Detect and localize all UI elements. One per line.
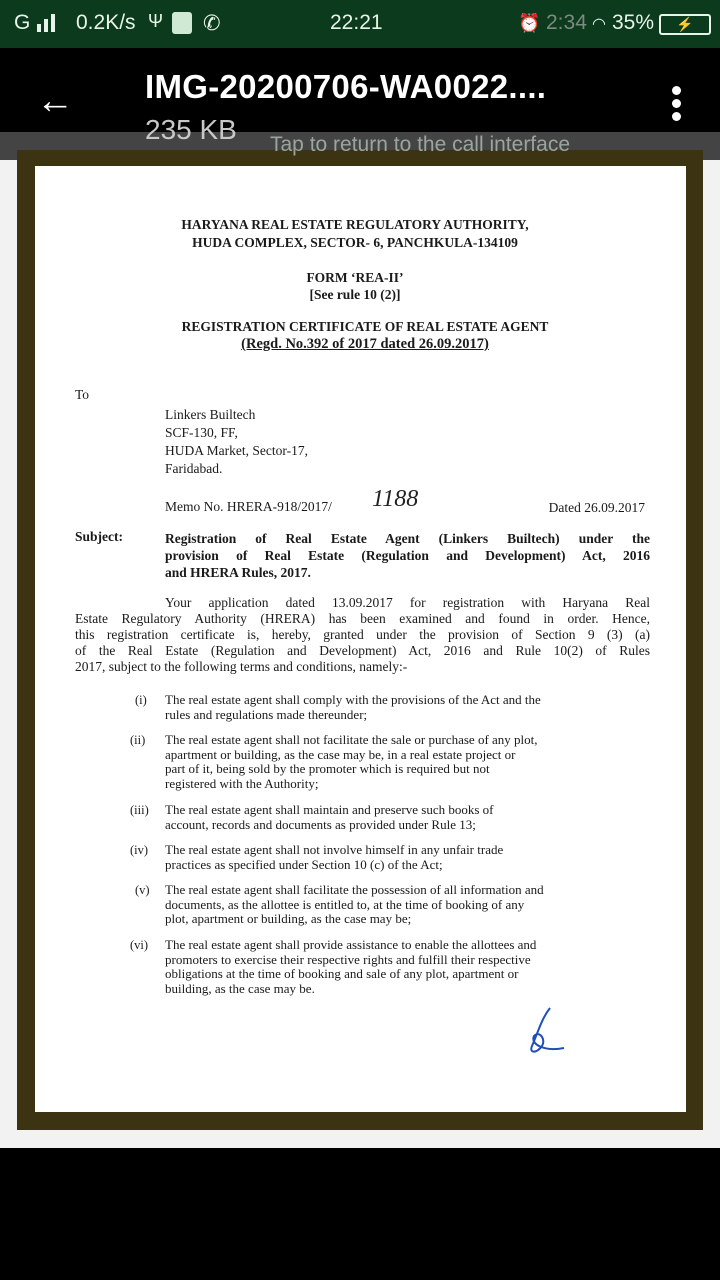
address-line: Faridabad.: [165, 461, 223, 476]
body-line: of the Real Estate (Regulation and Development) Act, 2016 and Rule 10(2) of Rules: [75, 643, 650, 658]
condition-number: (ii): [130, 733, 146, 747]
body-line: this registration certificate is, hereby, granted under the provision of Section 9 (3) (a): [75, 627, 650, 642]
dated-label: Dated 26.09.2017: [548, 500, 645, 515]
condition-line: The real estate agent shall comply with the provisions of the Act and the: [165, 692, 541, 707]
file-title: IMG-20200706-WA0022....: [145, 68, 547, 105]
body-line: 2017, subject to the following terms and conditions, namely:-: [75, 659, 408, 674]
subject-line: and HRERA Rules, 2017.: [165, 565, 311, 580]
condition-number: (iv): [130, 843, 149, 857]
condition-line: promoters to exercise their respective rights and fulfill their respective: [165, 951, 531, 967]
condition-line: The real estate agent shall not involve himself in any unfair trade: [165, 842, 504, 857]
bottom-area: [0, 1148, 720, 1280]
more-options-button[interactable]: [666, 86, 686, 136]
authority-address: HUDA COMPLEX, SECTOR- 6, PANCHKULA-134109: [192, 235, 518, 250]
network-speed: 0.2K/s: [76, 11, 136, 34]
app-bar: [0, 48, 720, 132]
subject-label: Subject:: [75, 529, 123, 544]
condition-line: The real estate agent shall facilitate the possession of all information and: [165, 882, 544, 897]
subject-line: Registration of Real Estate Agent (Linkers Builtech) under the: [165, 531, 650, 546]
memo-handwritten-number: 1188: [372, 486, 419, 512]
condition-line: building, as the case may be.: [165, 980, 315, 996]
address-line: SCF-130, FF,: [165, 425, 238, 440]
condition-line: obligations at the time of booking and sale of any plot, apartment or: [165, 966, 519, 981]
call-icon: ✆: [203, 12, 221, 35]
certificate-title: REGISTRATION CERTIFICATE OF REAL ESTATE AGENT: [181, 319, 549, 334]
subject-line: provision of Real Estate (Regulation and Development) Act, 2016: [165, 548, 650, 563]
network-type: G: [14, 11, 31, 34]
condition-line: plot, apartment or building, as the case may be;: [165, 911, 412, 926]
alarm-icon: ⏰: [518, 13, 541, 33]
battery-percent: 35%: [612, 11, 655, 34]
arrow-left-icon: ←: [36, 80, 74, 122]
to-label: To: [75, 387, 90, 402]
condition-number: (vi): [130, 938, 149, 952]
address-line: Linkers Builtech: [165, 407, 256, 422]
signature: [520, 1000, 580, 1060]
condition-line: registered with the Authority;: [165, 775, 319, 791]
alarm-time: 2:34: [546, 11, 587, 34]
memo-number: Memo No. HRERA-918/2017/: [165, 499, 332, 514]
body-line: Estate Regulatory Authority (HRERA) has been examined and found in order. Hence,: [75, 611, 650, 626]
clock: 22:21: [330, 11, 383, 34]
condition-number: (iii): [130, 803, 149, 817]
condition-line: apartment or building, as the case may be, in a real estate project or: [165, 746, 516, 762]
body-line: Your application dated 13.09.2017 for registration with Haryana Real: [165, 595, 650, 610]
condition-line: practices as specified under Section 10 (c) of the Act;: [165, 856, 443, 872]
condition-line: The real estate agent shall provide assistance to enable the allottees and: [165, 937, 537, 952]
condition-number: (v): [135, 883, 150, 897]
condition-line: The real estate agent shall maintain and preserve such books of: [165, 802, 494, 817]
condition-line: part of it, being sold by the promoter which is required but not: [165, 761, 490, 776]
file-size: 235 KB: [145, 114, 237, 145]
signal-icon: [36, 13, 60, 39]
authority-name: HARYANA REAL ESTATE REGULATORY AUTHORITY,: [181, 217, 529, 232]
registration-number: (Regd. No.392 of 2017 dated 26.09.2017): [241, 336, 489, 352]
condition-line: documents, as the allottee is entitled to, at the time of booking of any: [165, 896, 525, 912]
wifi-icon: ◠: [592, 16, 606, 33]
condition-line: The real estate agent shall not facilitate the sale or purchase of any plot,: [165, 732, 538, 747]
condition-number: (i): [135, 693, 147, 707]
condition-line: rules and regulations made thereunder;: [165, 706, 368, 722]
rule-label: [See rule 10 (2)]: [309, 287, 401, 302]
condition-line: account, records and documents as provided under Rule 13;: [165, 816, 476, 832]
usb-icon: Ψ: [148, 11, 164, 31]
form-label: FORM ‘REA-II’: [306, 270, 404, 285]
call-banner[interactable]: Tap to return to the call interface: [270, 133, 570, 156]
usb-debug-icon: [172, 12, 192, 34]
status-bar: [0, 0, 720, 48]
back-button[interactable]: [36, 80, 76, 124]
address-line: HUDA Market, Sector-17,: [165, 443, 308, 458]
battery-charging-icon: ⚡: [659, 14, 711, 35]
